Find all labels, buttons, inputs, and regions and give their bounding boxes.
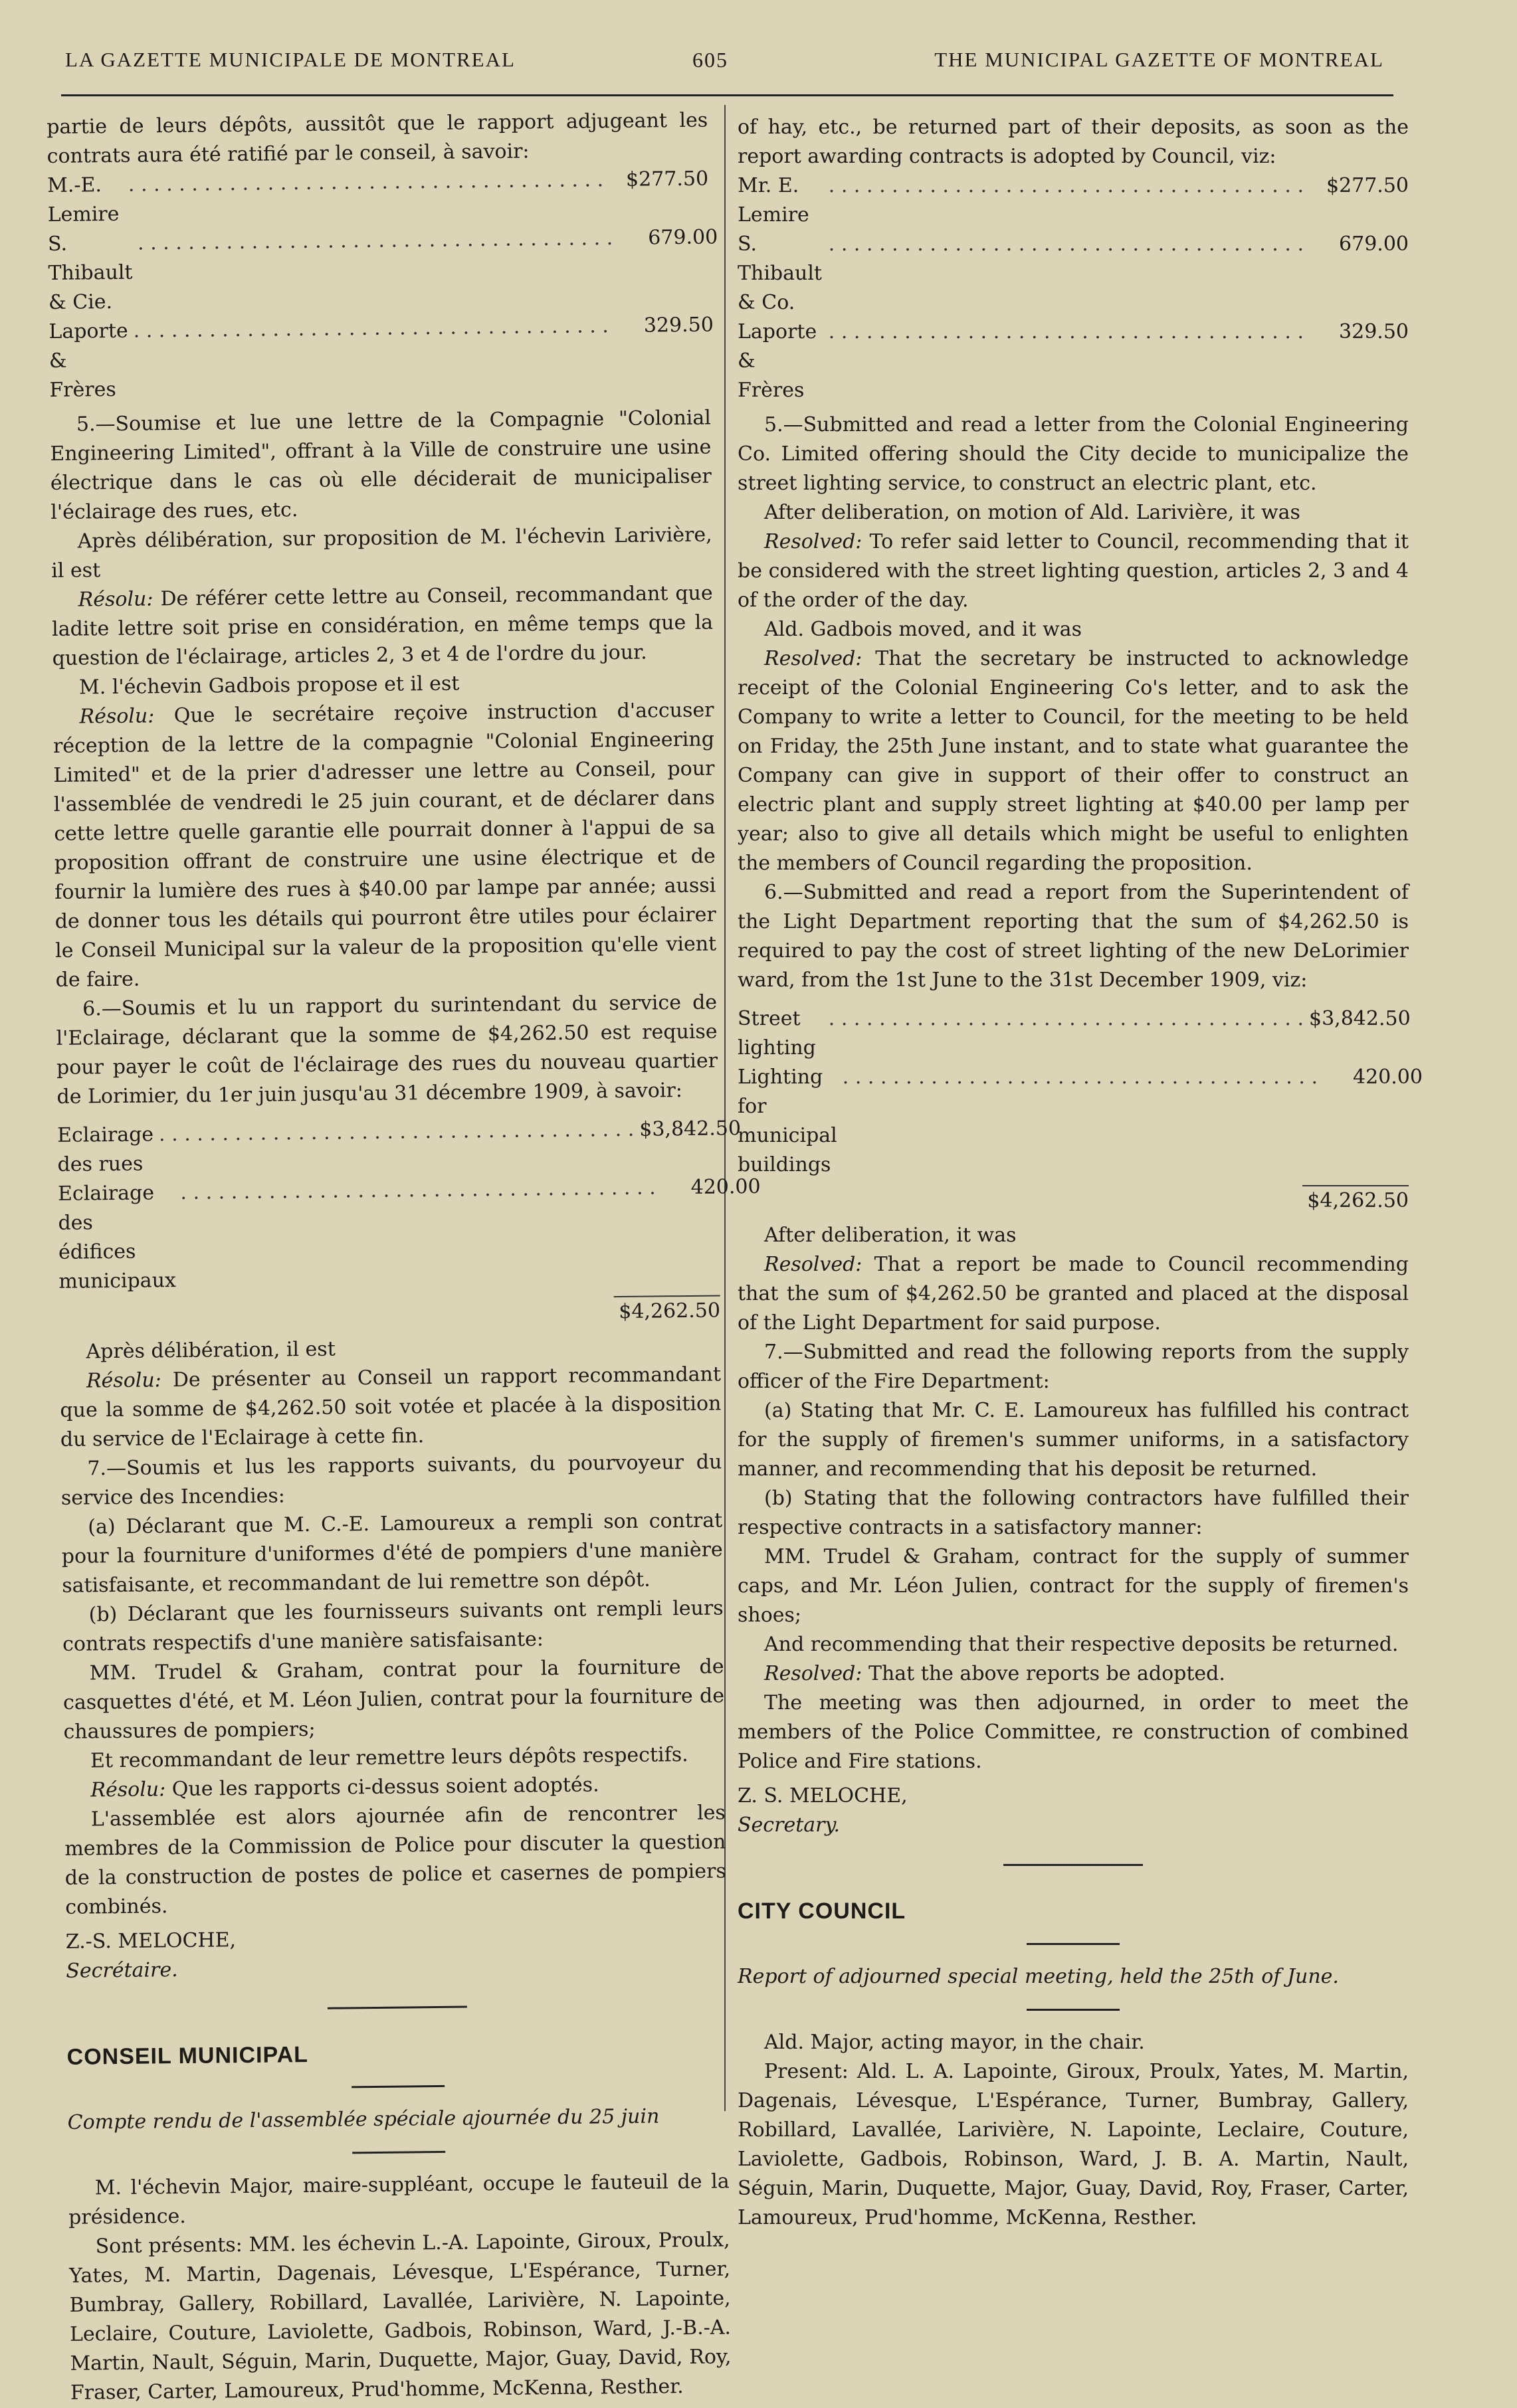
ledger-name: S. Thibault & Co. (738, 232, 822, 314)
ledger-name: Laporte & Frères (49, 319, 128, 402)
ledger-amount: $277.50 (1326, 174, 1409, 197)
resolution-text: Que les rapports ci-dessus soient adoptés. (165, 1773, 599, 1802)
resolution-label: Résolu: (79, 704, 155, 729)
ledger-row (47, 223, 718, 318)
paragraph: M. l'échevin Gadbois propose et il est (78, 672, 460, 699)
section-subtitle: Compte rendu de l'assemblée spéciale ajournée du 25 juin (67, 2104, 660, 2134)
resolution-text: That the above reports be adopted. (862, 1662, 1225, 1685)
ledger-row (57, 1172, 761, 1296)
leader-dots: . . . . . . . . . . . . . . . . . . . . . . . . . . . . . . . . . . . . . . (828, 1007, 1304, 1030)
ledger (738, 1004, 1423, 1216)
ledger-amount: 329.50 (1339, 320, 1409, 343)
paragraph: (a) Stating that Mr. C. E. Lamoureux has fulfilled his contract for the supply of firemen's summer uniforms, in a satisfactory manner, and recommending that his deposit be returned. (738, 1399, 1409, 1481)
paragraph: 5.—Submitted and read a letter from the Colonial Engineering Co. Limited offering should the City decide to municipalize the street lighting service, to construct an electric plant, etc. (738, 413, 1409, 495)
paragraph: (a) Déclarant que M. C.-E. Lamoureux a rempli son contrat pour la fourniture d'uniformes d'été de pompiers d'une manière satisfaisante, et recommandant de lui remettre son dépôt. (61, 1509, 723, 1598)
signature-title: Secrétaire. (66, 1958, 178, 1983)
signature-name: Z.-S. MELOCHE, (65, 1928, 237, 1954)
ledger-amount: 679.00 (648, 225, 718, 250)
ledger-name: Eclairage des édifices municipaux (57, 1181, 177, 1293)
header-english-title: THE MUNICIPAL GAZETTE OF MONTREAL (934, 48, 1384, 71)
paragraph (51, 579, 713, 674)
leader-dots: . . . . . . . . . . . . . . . . . . . . . . . . . . . . . . . . . . . . . . (842, 1065, 1318, 1089)
ledger (56, 1114, 761, 1332)
paragraph: After deliberation, it was (764, 1224, 1017, 1247)
ledger-total: $4,262.50 (619, 1299, 721, 1324)
section-subtitle: Report of adjourned special meeting, held the 25th of June. (738, 1965, 1339, 1988)
ledger-name: S. Thibault & Cie. (47, 232, 133, 314)
ledger-name: Laporte & Frères (738, 320, 817, 402)
paragraph: MM. Trudel & Graham, contrat pour la fourniture de casquettes d'été, et M. Léon Julien, contrat pour la fourniture de chaussures de pompiers; (62, 1655, 725, 1744)
paragraph: 7.—Soumis et lus les rapports suivants, du pourvoyeur du service des Incendies: (60, 1450, 722, 1510)
ledger-amount: 329.50 (643, 313, 714, 337)
paragraph (738, 527, 1409, 615)
resolution-text: That the secretary be instructed to acknowledge receipt of the Colonial Engineering Co's letter, and to ask the Company to write a letter to Council, for the meeting to be held on Friday, the 25th June instant, and to state what guarantee the Company can give in support of their offer to construct an electric plant and supply street lighting at $40.00 per lamp per year; also to give all details which might be useful to enlighten the members of Council regarding the proposition. (738, 647, 1409, 875)
resolution-text: De référer cette lettre au Conseil, recommandant que ladite lettre soit prise en considération, en même temps que la question de l'éclairage, articles 2, 3 et 4 de l'ordre du jour. (51, 581, 714, 670)
paragraph: And recommending that their respective deposits be returned. (764, 1633, 1399, 1656)
ledger-row (738, 1004, 1409, 1063)
ledger-amount: 420.00 (690, 1174, 761, 1199)
paragraph: Ald. Gadbois moved, and it was (764, 618, 1082, 641)
section-title: CITY COUNCIL (738, 1899, 906, 1924)
paragraph: After deliberation, on motion of Ald. Larivière, it was (764, 501, 1300, 524)
ledger-amount: $3,842.50 (639, 1117, 742, 1141)
resolution-label: Résolu: (78, 587, 153, 612)
ledger-row (738, 171, 1409, 230)
ledger-row (738, 1063, 1423, 1180)
resolution-text: To refer said letter to Council, recommending that it be considered with the street lighting question, articles 2, 3 and 4 of the order of the day. (738, 530, 1409, 612)
paragraph: Present: Ald. L. A. Lapointe, Giroux, Proulx, Yates, M. Martin, Dagenais, Lévesque, L'Espérance, Turner, Bumbray, Gallery, Robillard, Lavallée, Larivière, N. Lapointe, Leclaire, Couture, Laviolette, Gadbois, Robinson, Ward, J. B. A. Martin, Nault, Séguin, Marin, Duquette, Major, Guay, David, Roy, Fraser, Carter, Lamoureux, Prud'homme, McKenna, Resther. (738, 2060, 1409, 2229)
paragraph: (b) Stating that the following contractors have fulfilled their respective contracts in a satisfactory manner: (738, 1487, 1409, 1539)
ledger-name: Street lighting (738, 1007, 816, 1060)
paragraph: of hay, etc., be returned part of their deposits, as soon as the report awarding contracts is adopted by Council, viz: (738, 116, 1409, 168)
paragraph: Et recommandant de leur remettre leurs dépôts respectifs. (90, 1743, 688, 1773)
ledger-name: M.-E. Lemire (47, 173, 120, 227)
resolution-label: Resolved: (764, 1662, 862, 1685)
ledger-name: Mr. E. Lemire (738, 174, 809, 227)
paragraph (738, 644, 1409, 878)
header-french-title: LA GAZETTE MUNICIPALE DE MONTREAL (65, 48, 516, 71)
paragraph (52, 696, 717, 995)
resolution-text: That a report be made to Council recommending that the sum of $4,262.50 be granted and placed at the disposal of the Light Department for said purpose. (738, 1253, 1409, 1335)
resolution-label: Resolved: (764, 530, 862, 553)
section-rule (1027, 1943, 1120, 1945)
paragraph: 6.—Soumis et lu un rapport du surintendant du service de l'Eclairage, déclarant que la somme de $4,262.50 est requise pour payer le coût de l'éclairage des rues du nouveau quartier de Lorimier, du 1er juin jusqu'au 31 décembre 1909, à savoir: (56, 990, 718, 1109)
leader-dots: . . . . . . . . . . . . . . . . . . . . . . . . . . . . . . . . . . . . . . (828, 232, 1304, 256)
paragraph: 5.—Soumise et lue une lettre de la Compagnie "Colonial Engineering Limited", offrant à la Ville de construire une usine électrique dans le cas où elle déciderait de municipaliser l'éclairage des rues, etc. (50, 406, 712, 524)
leader-dots: . . . . . . . . . . . . . . . . . . . . . . . . . . . . . . . . . . . . . . (137, 227, 613, 255)
header-rule (61, 94, 1393, 96)
ledger-amount: $3,842.50 (1309, 1007, 1411, 1030)
resolution-label: Resolved: (764, 1253, 862, 1276)
paragraph: partie de leurs dépôts, aussitôt que le rapport adjugeant les contrats aura été ratifié par le conseil, à savoir: (47, 108, 708, 168)
paragraph: Ald. Major, acting mayor, in the chair. (764, 2031, 1145, 2054)
ledger-name: Lighting for municipal buildings (738, 1065, 837, 1176)
ledger (47, 165, 718, 405)
paragraph: L'assemblée est alors ajournée afin de rencontrer les membres de la Commission de Police pour discuter la question de la construction de postes de police et casernes de pompiers combinés. (64, 1801, 726, 1919)
paragraph: Sont présents: MM. les échevin L.-A. Lapointe, Giroux, Proulx, Yates, M. Martin, Dagenais, Lévesque, L'Espérance, Turner, Bumbray, Gallery, Robillard, Lavallée, Larivière, N. Lapointe, Leclaire, Couture, Laviolette, Gadbois, Robinson, Ward, J.-B.-A. Martin, Nault, Séguin, Marin, Duquette, Major, Guay, David, Roy, Fraser, Carter, Lamoureux, Prud'homme, McKenna, Resther. (68, 2228, 732, 2405)
section-rule (1003, 1864, 1143, 1866)
leader-dots: . . . . . . . . . . . . . . . . . . . . . . . . . . . . . . . . . . . . . . (180, 1176, 656, 1204)
ledger-row (738, 318, 1409, 405)
signature-title: Secretary. (738, 1813, 840, 1837)
leader-dots: . . . . . . . . . . . . . . . . . . . . . . . . . . . . . . . . . . . . . . (158, 1117, 635, 1147)
paragraph (738, 1250, 1409, 1338)
section-rule (1027, 2009, 1120, 2011)
paragraph: 7.—Submitted and read the following reports from the supply officer of the Fire Department: (738, 1341, 1409, 1393)
leader-dots: . . . . . . . . . . . . . . . . . . . . . . . . . . . . . . . . . . . . . . (128, 168, 604, 197)
resolution-text: Que le secrétaire reçoive instruction d'accuser réception de la lettre de la compagnie "Colonial Engineering Limited" et de la prier d'adresser une lettre au Conseil, pour l'assemblée de vendredi le 25 juin courant, et de déclarer dans cette lettre quelle garantie elle pourrait donner à l'appui de sa proposition offrant de construire une usine électrique et de fournir la lumière des rues à $40.00 par lampe par année; aussi de donner tous les détails qui pourront être utiles pour éclairer le Conseil Municipal sur la valeur de la proposition qu'elle vient de faire. (52, 698, 717, 992)
section-rule (352, 2085, 445, 2088)
resolution-label: Resolved: (764, 647, 862, 670)
signature-name: Z. S. MELOCHE, (738, 1784, 908, 1807)
page-number: 605 (692, 48, 728, 72)
paragraph (60, 1360, 722, 1454)
ledger-amount: 679.00 (1339, 232, 1409, 256)
ledger-row (47, 165, 709, 230)
section-rule (352, 2151, 445, 2154)
paragraph: MM. Trudel & Graham, contract for the supply of summer caps, and Mr. Léon Julien, contract for the supply of firemen's shoes; (738, 1545, 1409, 1627)
paragraph (738, 1659, 1409, 1689)
ledger-total: $4,262.50 (1307, 1189, 1409, 1212)
resolution-label: Résolu: (90, 1778, 166, 1802)
ledger-amount: 420.00 (1353, 1065, 1423, 1089)
section-rule (327, 2006, 466, 2009)
ledger-name: Eclairage des rues (56, 1123, 154, 1176)
resolution-label: Résolu: (86, 1368, 161, 1393)
leader-dots: . . . . . . . . . . . . . . . . . . . . . . . . . . . . . . . . . . . . . . (828, 320, 1304, 343)
paragraph: Après délibération, sur proposition de M. l'échevin Larivière, il est (51, 523, 712, 583)
resolution-text: De présenter au Conseil un rapport recommandant que la somme de $4,262.50 soit votée et placée à la disposition du service de l'Eclairage à cette fin. (60, 1362, 722, 1451)
leader-dots: . . . . . . . . . . . . . . . . . . . . . . . . . . . . . . . . . . . . . . (133, 314, 609, 343)
ledger-amount: $277.50 (625, 167, 709, 191)
paragraph: (b) Déclarant que les fournisseurs suivants ont rempli leurs contrats respectifs d'une manière satisfaisante: (62, 1596, 724, 1656)
ledger-row (56, 1114, 742, 1179)
english-column (738, 113, 1423, 2233)
french-column (47, 106, 761, 2408)
ledger-row (738, 230, 1409, 318)
paragraph: Après délibération, il est (86, 1337, 336, 1364)
paragraph: M. l'échevin Major, maire-suppléant, occupe le fauteuil de la présidence. (68, 2170, 730, 2229)
ledger (738, 171, 1409, 405)
ledger-row (49, 311, 714, 405)
leader-dots: . . . . . . . . . . . . . . . . . . . . . . . . . . . . . . . . . . . . . . (828, 174, 1304, 197)
section-title: CONSEIL MUNICIPAL (66, 2042, 309, 2070)
paragraph: The meeting was then adjourned, in order to meet the members of the Police Committee, re construction of combined Police and Fire stations. (738, 1691, 1409, 1773)
paragraph: 6.—Submitted and read a report from the Superintendent of the Light Department reporting that the sum of $4,262.50 is required to pay the cost of street lighting of the new DeLorimier ward, from the 1st June to the 31st December 1909, viz: (738, 881, 1409, 992)
